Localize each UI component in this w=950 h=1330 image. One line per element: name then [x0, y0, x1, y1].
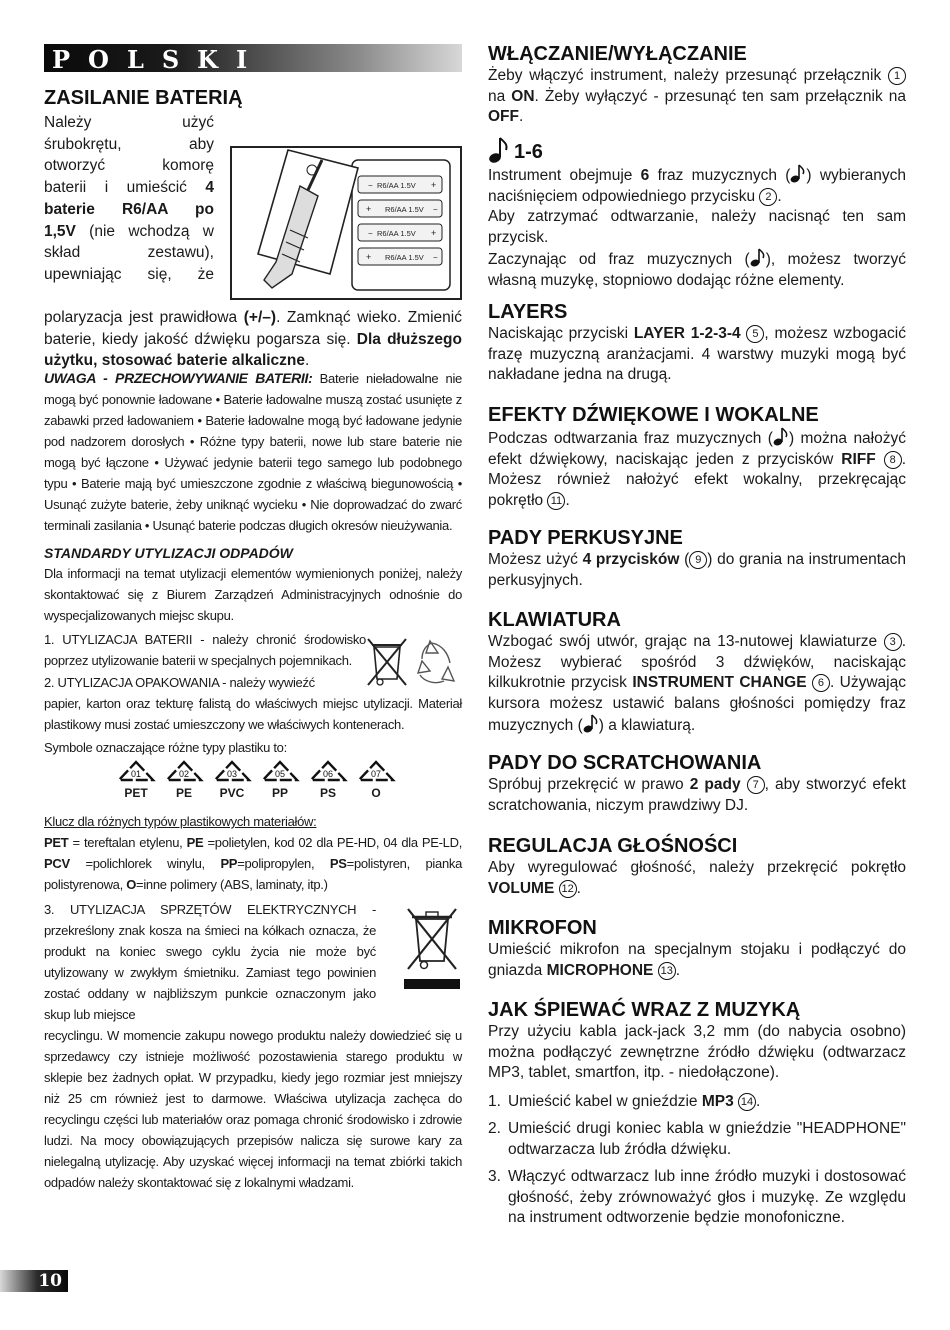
- plastic-symbols-row: [112, 760, 462, 799]
- waste-intro: Dla informacji na temat utylizacji elementów wymienionych poniżej, należy skontaktować się z Biurem Zarządzeń Administracyjnych odnośnie do wyspecjalizowanych miejsc skupu.: [44, 566, 462, 623]
- drum-pads-title: PADY PERKUSYJNE: [488, 527, 683, 549]
- svg-text:R6/AA 1.5V: R6/AA 1.5V: [385, 253, 424, 262]
- plastic-symbol-pvc: 03 PVC: [208, 760, 256, 799]
- battery-4: [358, 248, 442, 265]
- page-number-tab: [0, 1270, 68, 1292]
- page-number: 10: [38, 1271, 62, 1291]
- plastic-symbol-pp: 05 PP: [256, 760, 304, 799]
- callout-number: 5: [746, 325, 764, 343]
- waste-title: STANDARDY UTYLIZACJI ODPADÓW: [44, 545, 293, 561]
- sing-along-intro: Przy użyciu kabla jack-jack 3,2 mm (do nabycia osobno) można podłączyć zewnętrzne źródło dźwięku (odtwarzacz MP3, tablet, smartfon, itp. - niedołączone).: [488, 1023, 906, 1081]
- svg-text:R6/AA 1.5V: R6/AA 1.5V: [377, 181, 416, 190]
- volume-title: REGULACJA GŁOŚNOŚCI: [488, 835, 738, 857]
- warning-title: UWAGA - PRZECHOWYWANIE BATERII:: [44, 370, 313, 386]
- recycle-triangle-icon: [212, 760, 252, 782]
- svg-text:02: 02: [178, 769, 190, 779]
- waste-item-2a: 2. UTYLIZACJA OPAKOWANIA - należy wywieźć: [44, 675, 315, 690]
- sing-along-title: JAK ŚPIEWAĆ WRAZ Z MUZYKĄ: [488, 999, 801, 1021]
- svg-text:R6/AA 1.5V: R6/AA 1.5V: [377, 229, 416, 238]
- music-note-icon: [583, 714, 599, 734]
- plastic-key-title: Klucz dla różnych typów plastikowych materiałów:: [44, 814, 317, 829]
- recycle-triangle-icon: [164, 760, 204, 782]
- waste-item-3a: 3. UTYLIZACJA SPRZĘTÓW ELEKTRYCZNYCH - przekreślony znak kosza na śmieci na kółkach oznacza, że produkt na koniec swego cyklu życia nie może być utylizowany w zwykłym śmietniku. Zamiast tego powinien zostać oddany w najbliższym punkcie oznaczonym jako skup lub miejsce: [44, 902, 376, 1022]
- plastic-symbol-pe: 02 PE: [160, 760, 208, 799]
- svg-text:+: +: [431, 228, 437, 238]
- music-note-icon: [773, 427, 789, 447]
- plastic-key-text: PET = tereftalan etylenu, PE =polietylen, kod 02 dla PE-HD, 04 dla PE-LD, PCV =polichlorek winylu, PP=polipropylen, PS=polistyren, pianka polistyrenowa, O=inne polimery (ABS, laminaty, itp.): [44, 835, 463, 892]
- waste-item-2b: papier, karton oraz tekturę falistą do właściwych miejsc utylizacji. Materiał plastikowy musi zostać umieszczony we właściwych kontenerach.: [44, 696, 462, 732]
- waste-section: [44, 544, 462, 1193]
- scratch-section: [488, 751, 906, 816]
- microphone-title: MIKROFON: [488, 917, 597, 939]
- step-2: 2. Umieścić drugi koniec kabla w gnieździe "HEADPHONE" odtwarzacza lub źródła dźwięku.: [488, 1120, 906, 1158]
- svg-text:+: +: [366, 204, 372, 214]
- warning-text: Baterie nieładowalne nie mogą być ponownie ładowane • Baterie ładowalne muszą zostać usunięte z zabawki przed ładowaniem • Baterie ładowalne mogą być ładowane jedynie pod nadzorem dorosłych • Różne typy baterii, nowe lub stare baterie nie mogą być łączone • Używać jedynie baterii tego samego lub podobnego typu • Baterie mają być umieszczone zgodnie z właściwą biegunowością • Usunąć zużyte baterie, żeby uniknąć wycieku • Nie doprowadzać do zwarć terminali zasilania • Usunąć baterie podczas długich okresów nieużywania.: [44, 371, 462, 533]
- callout-number: 6: [812, 674, 830, 692]
- callout-number: 7: [747, 776, 765, 794]
- layers-text: Naciskając przyciski LAYER 1-2-3-4 5 , możesz wzbogacić frazę muzyczną aranżacjami. 4 warstwy muzyki mogą być nakładane jedna na drugą.: [488, 325, 906, 383]
- svg-text:01: 01: [130, 769, 142, 779]
- plastic-symbol-ps: 06 PS: [304, 760, 352, 799]
- svg-text:+: +: [366, 252, 372, 262]
- effects-section: [488, 403, 906, 511]
- svg-text:+: +: [431, 180, 437, 190]
- callout-number: 11: [547, 492, 565, 510]
- step-1: 1. Umieścić kabel w gnieździe MP3 14 .: [488, 1092, 761, 1110]
- battery-text-narrow: Należy użyć śrubokrętu, aby otworzyć komorę baterii i umieścić 4 baterie R6/AA po 1,5V (nie wchodzą w skład zestawu), upewniając się, że: [44, 114, 214, 283]
- volume-section: [488, 834, 906, 899]
- plastic-symbol-pet: 01 PET: [112, 760, 160, 799]
- svg-text:07: 07: [370, 769, 382, 779]
- battery-2: [358, 200, 442, 217]
- svg-text:−: −: [368, 181, 373, 190]
- music-note-icon: [750, 248, 766, 268]
- volume-text: Aby wyregulować głośność, należy przekręcić pokrętło VOLUME 12 .: [488, 859, 906, 897]
- plastic-symbol-o: 07 O: [352, 760, 400, 799]
- battery-warning: [44, 368, 462, 536]
- svg-text:−: −: [433, 205, 438, 214]
- keyboard-title: KLAWIATURA: [488, 609, 621, 631]
- phrases-title: 1-6: [514, 141, 543, 163]
- sing-along-section: [488, 998, 906, 1236]
- callout-number: 1: [888, 67, 906, 85]
- callout-number: 14: [738, 1093, 756, 1111]
- crossed-bin-and-recycle-icon: [366, 633, 462, 689]
- svg-text:R6/AA 1.5V: R6/AA 1.5V: [385, 205, 424, 214]
- battery-3: [358, 224, 442, 241]
- phrases-text: Instrument obejmuje 6 fraz muzycznych ( ) wybieranych naciśnięciem odpowiedniego przycisku 2 .: [488, 164, 906, 207]
- callout-number: 8: [884, 451, 902, 469]
- sing-along-steps: [488, 1092, 906, 1229]
- recycle-triangle-icon: [260, 760, 300, 782]
- effects-text: Podczas odtwarzania fraz muzycznych ( ) można nałożyć efekt dźwiękowy, naciskając jeden z przycisków RIFF 8 . Możesz również nałożyć efekt wokalny, przekręcając pokrętło 11 .: [488, 427, 906, 511]
- phrases-section: 1-6 Instrument obejmuje 6 fraz muzycznych ( ) wybieranych naciśnięciem odpowiedniego przycisku 2 . Aby zatrzymać odtwarzanie, należy nacisnąć ten sam przycisk. Zaczynając od fraz muzycznych ( ), możesz tworzyć własną muzykę, stopniowo dodając różne elementy.: [488, 136, 906, 291]
- recycle-triangle-icon: [356, 760, 396, 782]
- battery-section: [44, 86, 462, 372]
- svg-text:03: 03: [226, 769, 238, 779]
- battery-title: ZASILANIE BATERIĄ: [44, 87, 243, 109]
- recycle-triangle-icon: [308, 760, 348, 782]
- effects-title: EFEKTY DŹWIĘKOWE I WOKALNE: [488, 404, 819, 426]
- microphone-text: Umieścić mikrofon na specjalnym stojaku i podłączyć do gniazda MICROPHONE 13 .: [488, 941, 906, 979]
- scratch-title: PADY DO SCRATCHOWANIA: [488, 752, 762, 774]
- language-title: POLSKI: [52, 45, 266, 74]
- waste-item-3b: recyclingu. W momencie zakupu nowego produktu należy dowiedzieć się u sprzedawcy czy istnieje możliwość pozostawienia starego produktu w sklepie bez żadnych opłat. W przypadku, kiedy jego rozmiar jest mniejszy niż 25 cm również jest to darmowe. Właściwa utylizacja zachęca do recyclingu części lub materiałów oraz pomaga chronić środowisko i zdrowie ludzi. Na mocy obowiązujących przepisów nalicza się surowe kary za nielegalną utylizację. Aby uzyskać więcej informacji na temat zbiórki takich odpadów należy skontaktować się z lokalnymi władzami.: [44, 1028, 462, 1190]
- battery-1: [358, 176, 442, 193]
- svg-text:06: 06: [322, 769, 334, 779]
- crossed-wheelie-bin-icon: [402, 907, 462, 989]
- callout-number: 3: [884, 633, 902, 651]
- battery-text-full: polaryzacja jest prawidłowa (+/–). Zamknąć wieko. Zmienić baterie, kiedy jakość dźwięku pogarsza się. Dla dłuższego użytku, stosować baterie alkaliczne.: [44, 309, 462, 370]
- svg-text:05: 05: [274, 769, 286, 779]
- microphone-section: [488, 916, 906, 981]
- callout-number: 13: [658, 962, 676, 980]
- callout-number: 2: [759, 188, 777, 206]
- power-title: WŁĄCZANIE/WYŁĄCZANIE: [488, 43, 747, 65]
- recycle-triangle-icon: [116, 760, 156, 782]
- power-section: [488, 42, 906, 128]
- callout-number: 9: [689, 551, 707, 569]
- step-3: 3. Włączyć odtwarzacz lub inne źródło muzyki i dostosować głośność, żeby zrównoważyć głos i muzykę. Ze względu na instrument odtworzenie będzie monofoniczne.: [488, 1168, 906, 1226]
- drum-pads-section: [488, 526, 906, 591]
- layers-section: [488, 300, 906, 386]
- layers-title: LAYERS: [488, 301, 568, 323]
- music-note-icon: [488, 136, 510, 164]
- scratch-text: Spróbuj przekręcić w prawo 2 pady 7 , aby stworzyć efekt scratchowania, niczym prawdziwy DJ.: [488, 776, 906, 814]
- keyboard-text: Wzbogać swój utwór, grając na 13-nutowej klawiaturze 3 . Możesz wybierać spośród 3 dźwięków, naciskając kilkukrotnie przycisk INSTRUMENT CHANGE 6 . Używając kursora możesz ustawić balans głośności pomiędzy fraz muzycznych ( ) a klawiaturą.: [488, 633, 906, 734]
- music-note-icon: [790, 164, 806, 184]
- plastic-symbols-intro: Symbole oznaczające różne typy plastiku to:: [44, 740, 287, 755]
- svg-text:−: −: [368, 229, 373, 238]
- drum-pads-text: Możesz użyć 4 przycisków ( 9 ) do grania na instrumentach perkusyjnych.: [488, 551, 906, 589]
- battery-compartment-illustration: [230, 146, 462, 300]
- callout-number: 12: [559, 880, 577, 898]
- waste-item-1: 1. UTYLIZACJA BATERII - należy chronić środowisko poprzez utylizowanie baterii w specjalnych pojemnikach.: [44, 632, 366, 668]
- language-header: [44, 44, 462, 72]
- keyboard-section: [488, 608, 906, 737]
- svg-text:−: −: [433, 253, 438, 262]
- power-text: Żeby włączyć instrument, należy przesunąć przełącznik 1 na ON. Żeby wyłączyć - przesunąć ten sam przełącznik na OFF.: [488, 67, 906, 125]
